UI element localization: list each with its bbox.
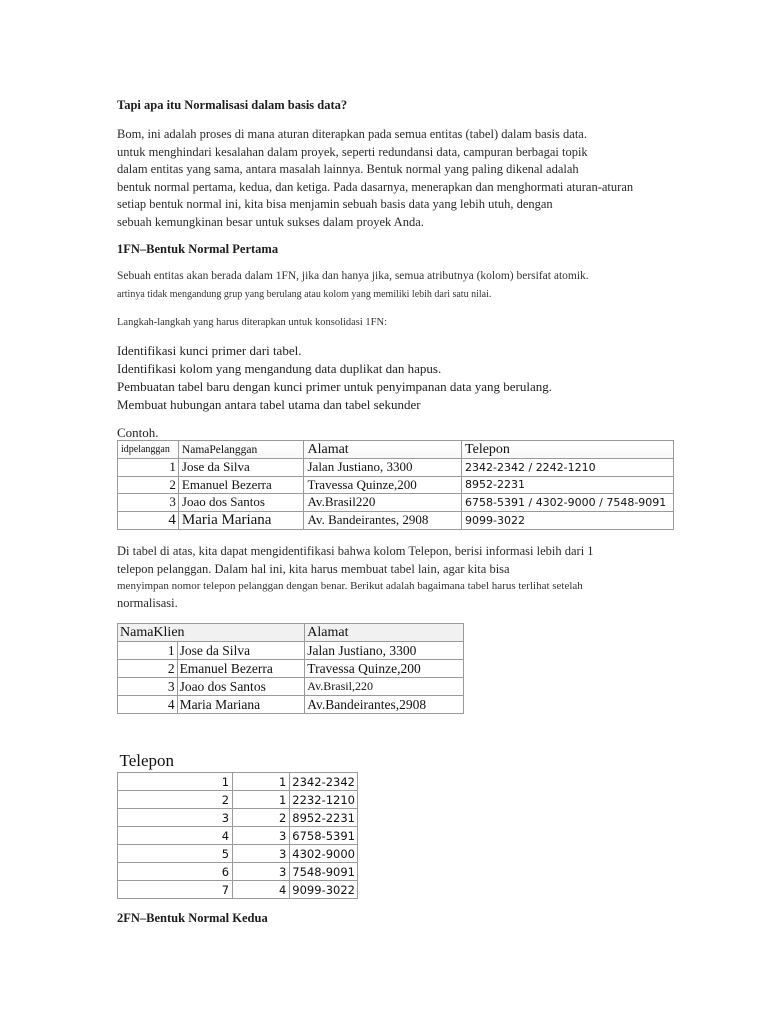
header-alamat: Alamat xyxy=(305,624,464,642)
header-alamat: Alamat xyxy=(304,441,462,459)
cell-customer-id: 3 xyxy=(233,863,290,881)
table-row xyxy=(118,845,358,863)
intro-line: sebuah kemungkinan besar untuk sukses dalam proyek Anda. xyxy=(117,214,424,229)
cell-id: 3 xyxy=(118,494,179,512)
table-row xyxy=(118,678,464,696)
table-row xyxy=(118,476,674,494)
explanation-paragraph xyxy=(117,543,594,613)
cell-id: 1 xyxy=(118,773,233,791)
cell-customer-id: 1 xyxy=(233,791,290,809)
customer-table-unnormalized xyxy=(117,440,674,530)
cell-address: Jalan Justiano, 3300 xyxy=(304,459,462,477)
cell-name: Joao dos Santos xyxy=(177,678,305,696)
header-namaklien: NamaKlien xyxy=(118,624,305,642)
cell-name: Joao dos Santos xyxy=(178,494,304,512)
steps-list xyxy=(117,342,552,414)
cell-address: Jalan Justiano, 3300 xyxy=(305,642,464,660)
header-namapelanggan: NamaPelanggan xyxy=(178,441,304,459)
cell-phone: 2342-2342 / 2242-1210 xyxy=(462,459,674,477)
cell-customer-id: 3 xyxy=(233,827,290,845)
explanation-line: Di tabel di atas, kita dapat mengidentifikasi bahwa kolom Telepon, berisi informasi lebih dari 1 xyxy=(117,544,594,558)
heading-2fn: 2FN–Bentuk Normal Kedua xyxy=(117,911,268,925)
intro-line: Bom, ini adalah proses di mana aturan diterapkan pada semua entitas (tabel) dalam basis data. xyxy=(117,127,587,141)
cell-address: Av. Bandeirantes, 2908 xyxy=(304,511,462,529)
cell-address: Travessa Quinze,200 xyxy=(304,476,462,494)
step-item: Identifikasi kunci primer dari tabel. xyxy=(117,343,302,358)
cell-phone: 6758-5391 / 4302-9000 / 7548-9091 xyxy=(462,494,674,512)
steps-intro: Langkah-langkah yang harus diterapkan untuk konsolidasi 1FN: xyxy=(117,317,388,328)
main-heading: Tapi apa itu Normalisasi dalam basis data? xyxy=(117,98,348,112)
cell-id: 7 xyxy=(118,881,233,899)
heading-1fn: 1FN–Bentuk Normal Pertama xyxy=(117,242,279,256)
cell-customer-id: 1 xyxy=(233,773,290,791)
cell-id: 3 xyxy=(118,678,178,696)
table-row xyxy=(118,494,674,512)
intro-line: bentuk normal pertama, kedua, dan ketiga. Pada dasarnya, menerapkan dan menghormati aturan-aturan xyxy=(117,179,634,194)
cell-phone: 4302-9000 xyxy=(290,845,358,863)
cell-id: 4 xyxy=(118,511,179,529)
table-row xyxy=(118,696,464,714)
definition-line-1: Sebuah entitas akan berada dalam 1FN, jika dan hanya jika, semua atributnya (kolom) bersifat atomik. xyxy=(117,270,589,282)
cell-id: 4 xyxy=(118,827,233,845)
cell-customer-id: 3 xyxy=(233,845,290,863)
intro-line: dalam entitas yang sama, antara masalah lainnya. Bentuk normal yang paling dikenal adalah xyxy=(117,162,579,176)
cell-id: 5 xyxy=(118,845,233,863)
customer-table-normalized xyxy=(117,623,464,714)
intro-paragraph xyxy=(117,126,633,231)
cell-id: 2 xyxy=(118,660,178,678)
cell-customer-id: 4 xyxy=(233,881,290,899)
cell-id: 4 xyxy=(118,696,178,714)
example-label: Contoh. xyxy=(117,425,159,440)
cell-customer-id: 2 xyxy=(233,809,290,827)
cell-name: Maria Mariana xyxy=(177,696,305,714)
cell-phone: 2232-1210 xyxy=(290,791,358,809)
cell-id: 6 xyxy=(118,863,233,881)
header-telepon: Telepon xyxy=(462,441,674,459)
table-row xyxy=(118,809,358,827)
phone-table xyxy=(117,750,358,899)
cell-address: Av.Bandeirantes,2908 xyxy=(305,696,464,714)
explanation-line: telepon pelanggan. Dalam hal ini, kita harus membuat tabel lain, agar kita bisa xyxy=(117,561,510,576)
phone-table-title: Telepon xyxy=(118,750,358,773)
cell-phone: 8952-2231 xyxy=(462,476,674,494)
header-idpelanggan: idpelanggan xyxy=(118,441,179,459)
cell-address: Travessa Quinze,200 xyxy=(305,660,464,678)
cell-phone: 9099-3022 xyxy=(462,511,674,529)
explanation-line: menyimpan nomor telepon pelanggan dengan benar. Berikut adalah bagaimana tabel harus terlihat setelah xyxy=(117,580,583,592)
table-row xyxy=(118,791,358,809)
cell-address: Av.Brasil,220 xyxy=(305,678,464,696)
explanation-line: normalisasi. xyxy=(117,596,178,610)
cell-id: 3 xyxy=(118,809,233,827)
cell-name: Jose da Silva xyxy=(178,459,304,477)
cell-name: Emanuel Bezerra xyxy=(177,660,305,678)
cell-phone: 7548-9091 xyxy=(290,863,358,881)
table-row xyxy=(118,660,464,678)
cell-address: Av.Brasil220 xyxy=(304,494,462,512)
table-row xyxy=(118,459,674,477)
cell-name: Jose da Silva xyxy=(177,642,305,660)
intro-line: untuk menghindari kesalahan dalam proyek, seperti redundansi data, campuran berbagai topik xyxy=(117,144,588,159)
cell-id: 2 xyxy=(118,791,233,809)
cell-id: 1 xyxy=(118,642,178,660)
cell-id: 2 xyxy=(118,476,179,494)
step-item: Pembuatan tabel baru dengan kunci primer untuk penyimpanan data yang berulang. xyxy=(117,379,552,394)
definition-line-2: artinya tidak mengandung grup yang berulang atau kolom yang memiliki lebih dari satu nilai. xyxy=(117,289,492,300)
intro-line: setiap bentuk normal ini, kita bisa menjamin sebuah basis data yang lebih utuh, dengan xyxy=(117,197,553,211)
cell-phone: 9099-3022 xyxy=(290,881,358,899)
cell-phone: 2342-2342 xyxy=(290,773,358,791)
step-item: Identifikasi kolom yang mengandung data duplikat dan hapus. xyxy=(117,361,442,376)
cell-name: Emanuel Bezerra xyxy=(178,476,304,494)
cell-phone: 6758-5391 xyxy=(290,827,358,845)
cell-name: Maria Mariana xyxy=(178,511,304,529)
table-row xyxy=(118,863,358,881)
step-item: Membuat hubungan antara tabel utama dan tabel sekunder xyxy=(117,397,421,412)
table-row xyxy=(118,773,358,791)
table-row xyxy=(118,642,464,660)
table-row xyxy=(118,881,358,899)
cell-phone: 8952-2231 xyxy=(290,809,358,827)
table-row xyxy=(118,511,674,529)
cell-id: 1 xyxy=(118,459,179,477)
table-row xyxy=(118,827,358,845)
